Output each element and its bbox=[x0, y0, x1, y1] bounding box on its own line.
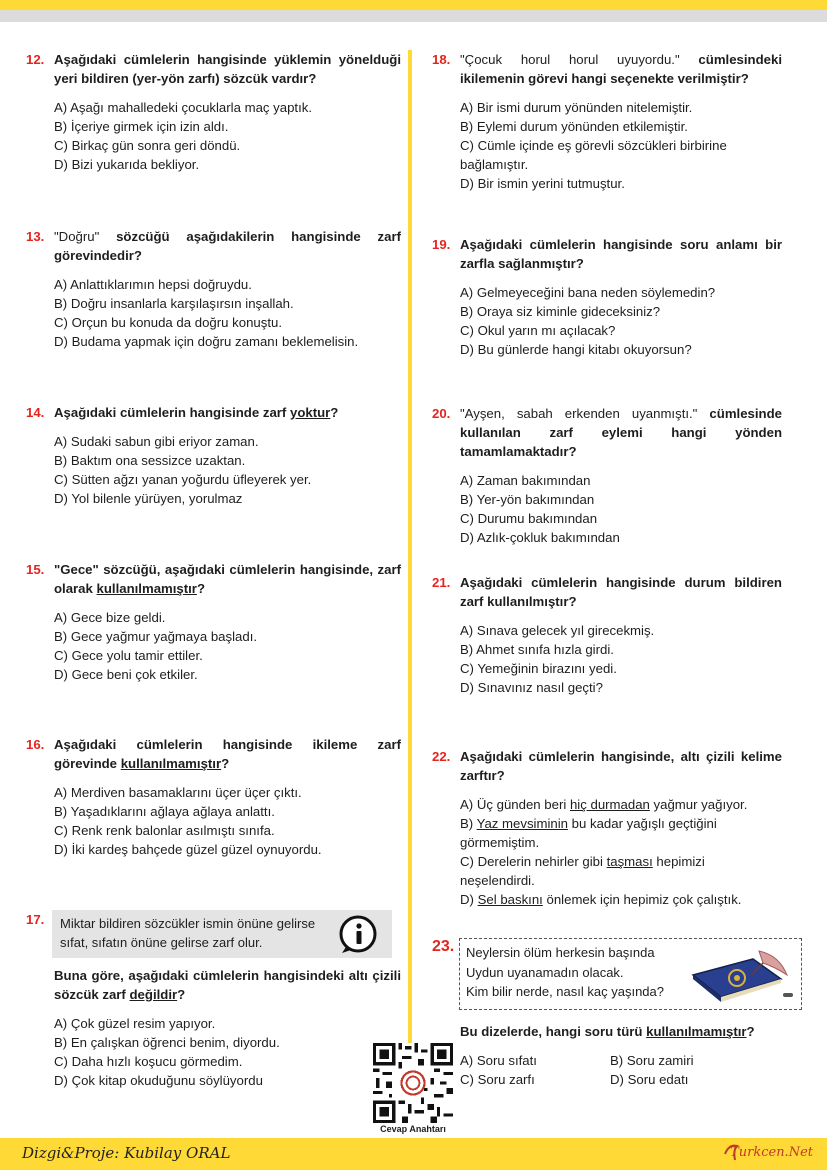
option-a[interactable]: A) Merdiven basamaklarını üçer üçer çıktı. bbox=[54, 785, 302, 800]
option-d[interactable]: D) Bu günlerde hangi kitabı okuyorsun? bbox=[460, 342, 692, 357]
option-d[interactable]: D) Soru edatı bbox=[610, 1072, 689, 1087]
question-15 bbox=[26, 560, 401, 684]
option-c[interactable]: C) Sütten ağzı yanan yoğurdu üfleyerek yer. bbox=[54, 472, 312, 487]
option-c[interactable]: C) Yemeğinin birazını yedi. bbox=[460, 661, 617, 676]
options-list bbox=[432, 621, 782, 697]
footer bbox=[0, 1138, 827, 1170]
underlined-word: hiç durmadan bbox=[569, 797, 650, 812]
option-c[interactable]: C) Renk renk balonlar asılmıştı sınıfa. bbox=[54, 823, 275, 838]
info-text: Miktar bildiren sözcükler ismin önüne gelirse sıfat, sıfatın önüne gelirse zarf olur. bbox=[60, 916, 316, 950]
info-box bbox=[52, 910, 392, 958]
question-number: 22. bbox=[432, 749, 451, 764]
question-text: Aşağıdaki cümlelerin hangisinde, altı çizili kelime zarftır? bbox=[460, 749, 782, 783]
question-text: Aşağıdaki cümlelerin hangisinde yüklemin yönelduği yeri bildiren (yer-yön zarfı) sözcük vardır? bbox=[54, 52, 401, 86]
option-c[interactable]: C) Daha hızlı koşucu görmedim. bbox=[54, 1054, 243, 1069]
question-number: 19. bbox=[432, 237, 451, 252]
option-c[interactable]: C) Cümle içinde eş görevli sözcükleri birbirine bağlamıştır. bbox=[460, 138, 727, 172]
option-b[interactable]: B) Yaz mevsiminin bu kadar yağışlı geçtiğini görmemiştim. bbox=[460, 816, 717, 850]
option-b[interactable]: B) Baktım ona sessizce uzaktan. bbox=[54, 453, 246, 468]
option-b[interactable]: B) İçeriye girmek için izin aldı. bbox=[54, 119, 229, 134]
column-divider bbox=[408, 50, 412, 1080]
option-b[interactable]: B) En çalışkan öğrenci benim, diyordu. bbox=[54, 1035, 280, 1050]
question-number: 16. bbox=[26, 737, 45, 752]
question-number: 18. bbox=[432, 52, 451, 67]
options-list bbox=[432, 283, 782, 359]
option-c[interactable]: C) Orçun bu konuda da doğru konuştu. bbox=[54, 315, 282, 330]
footer-logo-text[interactable]: Turkcen.Net bbox=[730, 1145, 813, 1160]
options-list bbox=[432, 98, 782, 193]
option-c[interactable]: C) Okul yarın mı açılacak? bbox=[460, 323, 616, 338]
option-d[interactable]: D) Sel baskını önlemek için hepimiz çok çalıştık. bbox=[460, 892, 742, 907]
question-18 bbox=[432, 50, 782, 193]
option-b[interactable]: B) Doğru insanlarla karşılaşırsın inşallah. bbox=[54, 296, 294, 311]
question-20 bbox=[432, 404, 782, 547]
question-text: Aşağıdaki cümlelerin hangisinde soru anlamı bir zarfla sağlanmıştır? bbox=[460, 237, 782, 271]
option-a[interactable]: A) Aşağı mahalledeki çocuklarla maç yaptık. bbox=[54, 100, 313, 115]
question-14 bbox=[26, 403, 401, 508]
option-d[interactable]: D) Yol bilenle yürüyen, yorulmaz bbox=[54, 491, 243, 506]
question-23-number: 23. bbox=[432, 938, 455, 955]
option-d[interactable]: D) Azlık-çokluk bakımından bbox=[460, 530, 620, 545]
option-b[interactable]: B) Oraya siz kiminle gideceksiniz? bbox=[460, 304, 661, 319]
option-c[interactable]: C) Gece yolu tamir ettiler. bbox=[54, 648, 203, 663]
option-b[interactable]: B) Gece yağmur yağmaya başladı. bbox=[54, 629, 258, 644]
option-b[interactable]: B) Ahmet sınıfa hızla girdi. bbox=[460, 642, 614, 657]
option-d[interactable]: D) İki kardeş bahçede güzel güzel oynuyordu. bbox=[54, 842, 322, 857]
option-b[interactable]: B) Yaşadıklarını ağlaya ağlaya anlattı. bbox=[54, 804, 275, 819]
question-number: 15. bbox=[26, 562, 45, 577]
question-12 bbox=[26, 50, 401, 174]
question-19 bbox=[432, 235, 782, 359]
question-number: 13. bbox=[26, 229, 45, 244]
question-number: 17. bbox=[26, 912, 45, 927]
option-c[interactable]: C) Derelerin nehirler gibi taşması hepimizi neşelendirdi. bbox=[460, 854, 705, 888]
poem-line: Kim bilir nerde, nasıl kaç yaşında? bbox=[466, 984, 664, 999]
option-a[interactable]: A) Soru sıfatı bbox=[460, 1053, 537, 1068]
option-a[interactable]: A) Anlattıklarımın hepsi doğruydu. bbox=[54, 277, 252, 292]
question-23 bbox=[432, 1022, 782, 1089]
options-list bbox=[26, 275, 401, 351]
question-22 bbox=[432, 747, 782, 909]
question-number: 20. bbox=[432, 406, 451, 421]
option-c[interactable]: C) Soru zarfı bbox=[460, 1072, 535, 1087]
underlined-word: Yaz mevsiminin bbox=[476, 816, 568, 831]
question-text: "Gece" sözcüğü, aşağıdaki cümlelerin hangisinde, zarf olarak kullanılmamıştır? bbox=[54, 562, 401, 596]
question-13 bbox=[26, 227, 401, 351]
options-list bbox=[26, 783, 401, 859]
question-text: Aşağıdaki cümlelerin hangisinde zarf yoktur? bbox=[54, 405, 339, 420]
option-c[interactable]: C) Birkaç gün sonra geri döndü. bbox=[54, 138, 241, 153]
question-text: "Çocuk horul horul uyuyordu." cümlesindeki ikilemenin görevi hangi seçenekte verilmiştir? bbox=[460, 52, 782, 86]
option-b[interactable]: B) Soru zamiri bbox=[610, 1053, 694, 1068]
options-list bbox=[432, 471, 782, 547]
option-b[interactable]: B) Eylemi durum yönünden etkilemiştir. bbox=[460, 119, 688, 134]
option-a[interactable]: A) Sınava gelecek yıl girecekmiş. bbox=[460, 623, 655, 638]
option-d[interactable]: D) Sınavınız nasıl geçti? bbox=[460, 680, 603, 695]
option-d[interactable]: D) Bizi yukarıda bekliyor. bbox=[54, 157, 200, 172]
option-c[interactable]: C) Durumu bakımından bbox=[460, 511, 598, 526]
question-text: "Ayşen, sabah erkenden uyanmıştı." cümlesinde kullanılan zarf eylemi hangi yönden tamamlamaktadır? bbox=[460, 406, 782, 459]
options-list bbox=[432, 795, 782, 909]
option-a[interactable]: A) Sudaki sabun gibi eriyor zaman. bbox=[54, 434, 259, 449]
qr-code[interactable] bbox=[373, 1043, 453, 1123]
question-number: 21. bbox=[432, 575, 451, 590]
question-text: Buna göre, aşağıdaki cümlelerin hangisindeki altı çizili sözcük zarf değildir? bbox=[54, 968, 401, 1002]
footer-credit: Dizgi&Proje: Kubilay ORAL bbox=[22, 1144, 231, 1162]
underlined-word: Sel baskını bbox=[477, 892, 543, 907]
option-a[interactable]: A) Gelmeyeceğini bana neden söylemedin? bbox=[460, 285, 716, 300]
question-text: "Doğru" sözcüğü aşağıdakilerin hangisinde zarf görevindedir? bbox=[54, 229, 401, 263]
options-list bbox=[26, 1014, 401, 1090]
top-gray-band bbox=[0, 10, 827, 22]
poem-line: Uydun uyanamadın olacak. bbox=[466, 964, 624, 980]
option-b[interactable]: B) Yer-yön bakımından bbox=[460, 492, 595, 507]
underlined-word: taşması bbox=[606, 854, 653, 869]
option-a[interactable]: A) Bir ismi durum yönünden nitelemiştir. bbox=[460, 100, 693, 115]
options-list bbox=[26, 608, 401, 684]
qr-label: Cevap Anahtarı bbox=[380, 1124, 446, 1134]
question-number: 14. bbox=[26, 405, 45, 420]
poem-box bbox=[459, 938, 802, 1010]
option-a[interactable]: A) Üç günden beri hiç durmadan yağmur yağıyor. bbox=[460, 797, 748, 812]
top-yellow-band bbox=[0, 0, 827, 10]
option-d[interactable]: D) Bir ismin yerini tutmuştur. bbox=[460, 176, 625, 191]
option-a[interactable]: A) Çok güzel resim yapıyor. bbox=[54, 1016, 216, 1031]
question-16 bbox=[26, 735, 401, 859]
book-quill-icon bbox=[689, 945, 795, 1005]
option-a[interactable]: A) Zaman bakımından bbox=[460, 473, 591, 488]
options-list bbox=[26, 432, 401, 508]
question-text: Aşağıdaki cümlelerin hangisinde durum bildiren zarf kullanılmıştır? bbox=[460, 575, 782, 609]
question-17 bbox=[26, 910, 401, 1090]
option-d[interactable]: D) Gece beni çok etkiler. bbox=[54, 667, 198, 682]
option-d[interactable]: D) Budama yapmak için doğru zamanı beklemelisin. bbox=[54, 334, 359, 349]
poem-line: Neylersin ölüm herkesin başında bbox=[466, 945, 655, 960]
option-d[interactable]: D) Çok kitap okuduğunu söylüyordu bbox=[54, 1073, 263, 1088]
options-list bbox=[26, 98, 401, 174]
question-21 bbox=[432, 573, 782, 697]
options-list bbox=[432, 1051, 782, 1089]
info-icon bbox=[338, 914, 380, 954]
question-text: Bu dizelerde, hangi soru türü kullanılmamıştır? bbox=[460, 1024, 755, 1039]
option-a[interactable]: A) Gece bize geldi. bbox=[54, 610, 166, 625]
question-number: 12. bbox=[26, 52, 45, 67]
question-text: Aşağıdaki cümlelerin hangisinde ikileme zarf görevinde kullanılmamıştır? bbox=[54, 737, 401, 771]
